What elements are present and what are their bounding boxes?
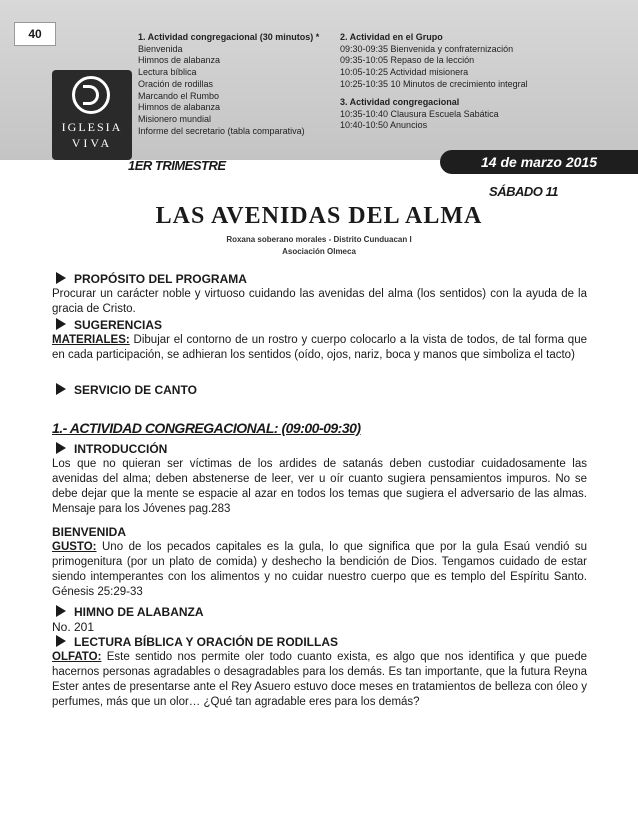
iglesia-viva-logo — [52, 70, 132, 160]
schedule-right-group — [340, 32, 528, 91]
trimester-label: 1ER TRIMESTRE — [128, 158, 226, 173]
schedule-item: Lectura bíblica — [138, 67, 197, 78]
schedule-item: 09:35-10:05 Repaso de la lección — [340, 55, 475, 66]
schedule-item: 10:40-10:50 Anuncios — [340, 120, 428, 131]
logo-text-viva: VIVA — [71, 136, 113, 150]
schedule-item: Misionero mundial — [138, 113, 212, 124]
bienvenida-label: BIENVENIDA — [52, 525, 127, 539]
heading-servicio-canto: SERVICIO DE CANTO — [56, 383, 197, 397]
activity-title: 1.- ACTIVIDAD CONGREGACIONAL: (09:00-09:30) — [52, 420, 361, 436]
date-tab: 14 de marzo 2015 — [440, 150, 638, 174]
author-association: Asociación Olmeca — [282, 247, 356, 256]
arrow-icon — [56, 635, 66, 647]
author-block — [0, 234, 638, 258]
schedule-item: Himnos de alabanza — [138, 55, 221, 66]
schedule-item: 1. Actividad congregacional (30 minutos) * — [138, 32, 320, 42]
logo-emblem-icon — [72, 76, 110, 114]
proposito-text: Procurar un carácter noble y virtuoso cuidando las avenidas del alma (los sentidos) con la ayuda de la gracia de Cristo. — [52, 288, 587, 315]
arrow-icon — [56, 442, 66, 454]
schedule-item: 09:30-09:35 Bienvenida y confraternización — [340, 43, 514, 54]
schedule-item: 3. Actividad congregacional — [340, 97, 460, 107]
introduccion-text: Los que no quieran ser víctimas de los ardides de satanás deben custodiar cuidadosamente las avenidas del alma; deben abstenerse de leer, ver u oír cuanto sugiera pensamientos impuros. No se debe dejar que la mente se espacie al azar en todos los temas que sugiera el adversario de las almas. Mensaje para los Jóvenes pag.283 — [52, 458, 587, 515]
himno-number: No. 201 — [52, 620, 95, 634]
arrow-icon — [56, 605, 66, 617]
schedule-item: 10:05-10:25 Actividad misionera — [340, 67, 469, 78]
day-label: SÁBADO 11 — [489, 184, 558, 199]
schedule-item: Oración de rodillas — [138, 78, 214, 89]
page-number: 40 — [14, 22, 56, 46]
schedule-item: Informe del secretario (tabla comparativa) — [138, 125, 305, 136]
arrow-icon — [56, 272, 66, 284]
heading-introduccion: INTRODUCCIÓN — [56, 442, 167, 456]
schedule-right-congregational — [340, 97, 499, 132]
heading-himno: HIMNO DE ALABANZA — [56, 605, 204, 619]
logo-text-iglesia: IGLESIA — [61, 120, 123, 134]
arrow-icon — [56, 318, 66, 330]
heading-proposito: PROPÓSITO DEL PROGRAMA — [56, 272, 247, 286]
schedule-item: Marcando el Rumbo — [138, 90, 220, 101]
schedule-item: 2. Actividad en el Grupo — [340, 32, 443, 42]
schedule-item: 10:25-10:35 10 Minutos de crecimiento integral — [340, 78, 528, 89]
heading-sugerencias: SUGERENCIAS — [56, 318, 162, 332]
arrow-icon — [56, 383, 66, 395]
bienvenida-text: GUSTO: Uno de los pecados capitales es la gula, lo que significa que por la gula Esaú vendió su primogenitura (por un plato de comida) y deshecho la bendición de Dios. Tengamos cuidado de estar siendo intemperantes con los alimentos y no cuidar nuestro cuerpo que es templo del Espíritu Santo. Génesis 25:29-33 — [52, 541, 587, 598]
schedule-left — [138, 32, 319, 137]
author-name: Roxana soberano morales - Distrito Cunduacan I — [226, 235, 412, 244]
heading-lectura: LECTURA BÍBLICA Y ORACIÓN DE RODILLAS — [56, 635, 338, 649]
lectura-text: OLFATO: Este sentido nos permite oler todo cuanto exista, es algo que nos identifica y que puede hacernos personas agradables o desagradables para los demás. Es tan importante, que la futura Reyna Ester antes de presentarse ante el Rey Asuero estuvo doce meses en tratamientos de belleza con óleo y perfumes, más que un olor… ¿Qué tan agradable eres para los demás? — [52, 651, 587, 708]
schedule-item: Bienvenida — [138, 43, 183, 54]
sugerencias-text: MATERIALES: Dibujar el contorno de un rostro y cuerpo colocarlo a la vista de todos, de tal forma que en cada participación, se adhieran los sentidos (oído, ojos, nariz, boca y manos que simboliza el tacto) — [52, 334, 587, 361]
schedule-item: Himnos de alabanza — [138, 102, 221, 113]
page-title: LAS AVENIDAS DEL ALMA — [155, 203, 483, 229]
schedule-item: 10:35-10:40 Clausura Escuela Sabática — [340, 108, 499, 119]
